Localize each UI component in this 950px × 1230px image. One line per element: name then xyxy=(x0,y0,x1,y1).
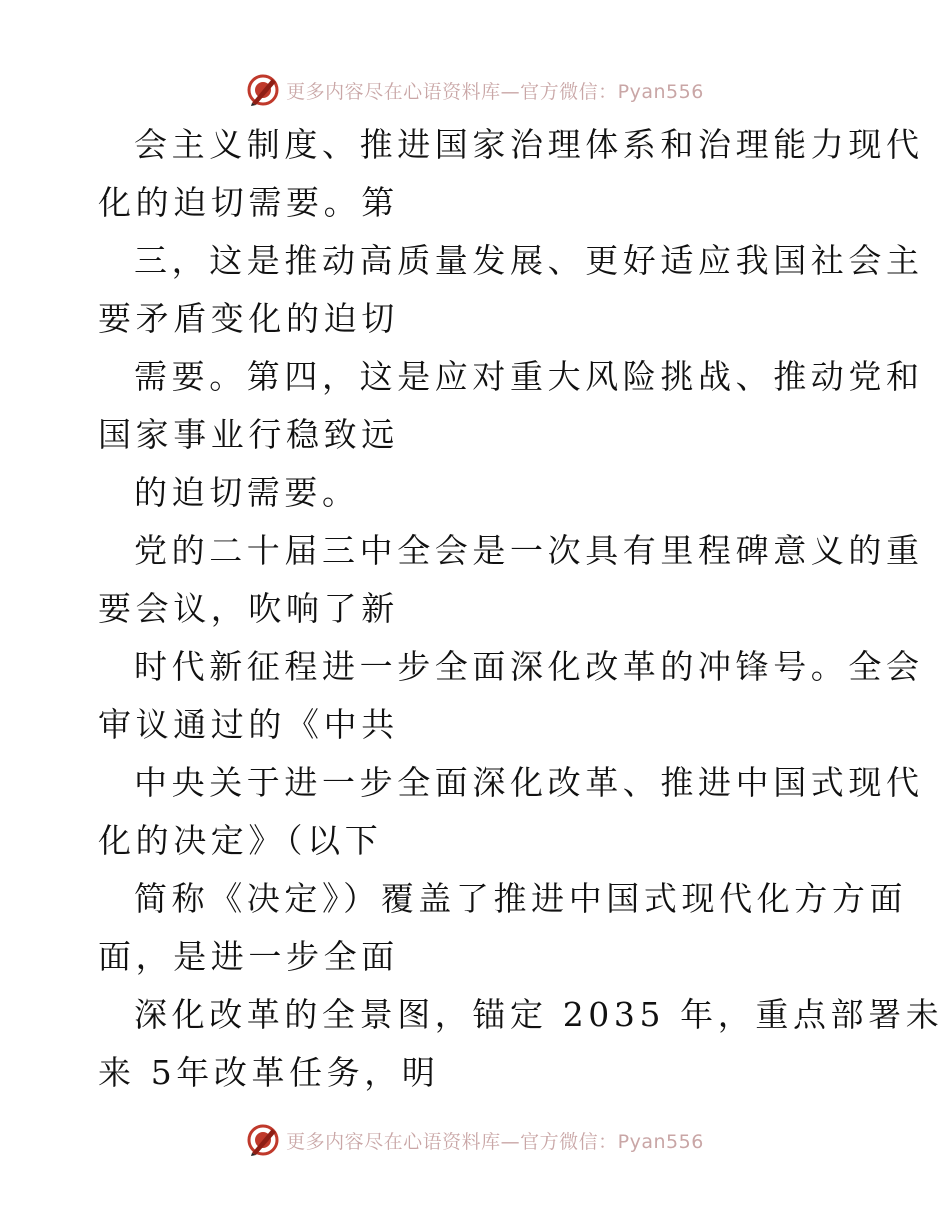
header-banner-inner xyxy=(246,73,704,107)
body-line: 审议通过的《中共 xyxy=(98,705,399,744)
body-line: 中央关于进一步全面深化改革、推进中国式现代 xyxy=(134,763,924,802)
header-banner xyxy=(0,70,950,110)
footer-banner-id: Pyan556 xyxy=(617,1130,704,1153)
document-body xyxy=(98,116,944,1102)
footer-banner-label: 更多内容尽在心语资料库—官方微信： xyxy=(286,1130,618,1153)
body-line: 来 5年改革任务，明 xyxy=(98,1053,440,1092)
header-banner-text xyxy=(286,77,704,104)
body-line: 时代新征程进一步全面深化改革的冲锋号。全会 xyxy=(134,647,924,686)
body-line: 三，这是推动高质量发展、更好适应我国社会主 xyxy=(134,241,924,280)
header-banner-id: Pyan556 xyxy=(617,80,704,103)
body-line: 化的决定》（以下 xyxy=(98,821,383,860)
body-line: 深化改革的全景图，锚定 2035 年，重点部署未 xyxy=(134,995,944,1034)
body-line: 要矛盾变化的迫切 xyxy=(98,299,399,338)
body-line: 国家事业行稳致远 xyxy=(98,415,399,454)
pen-logo-icon xyxy=(246,73,280,107)
body-line: 会主义制度、推进国家治理体系和治理能力现代 xyxy=(134,125,924,164)
footer-banner-text xyxy=(286,1127,704,1154)
body-line: 需要。第四，这是应对重大风险挑战、推动党和 xyxy=(134,357,924,396)
pen-logo-icon xyxy=(246,1123,280,1157)
header-banner-label: 更多内容尽在心语资料库—官方微信： xyxy=(286,80,618,103)
footer-banner xyxy=(0,1120,950,1160)
body-line: 化的迫切需要。第 xyxy=(98,183,399,222)
body-line: 面，是进一步全面 xyxy=(98,937,399,976)
body-line: 简称《决定》）覆盖了推进中国式现代化方方面 xyxy=(134,879,908,918)
body-line: 的迫切需要。 xyxy=(134,473,360,512)
body-line: 要会议，吹响了新 xyxy=(98,589,399,628)
footer-banner-inner xyxy=(246,1123,704,1157)
body-line: 党的二十届三中全会是一次具有里程碑意义的重 xyxy=(134,531,924,570)
